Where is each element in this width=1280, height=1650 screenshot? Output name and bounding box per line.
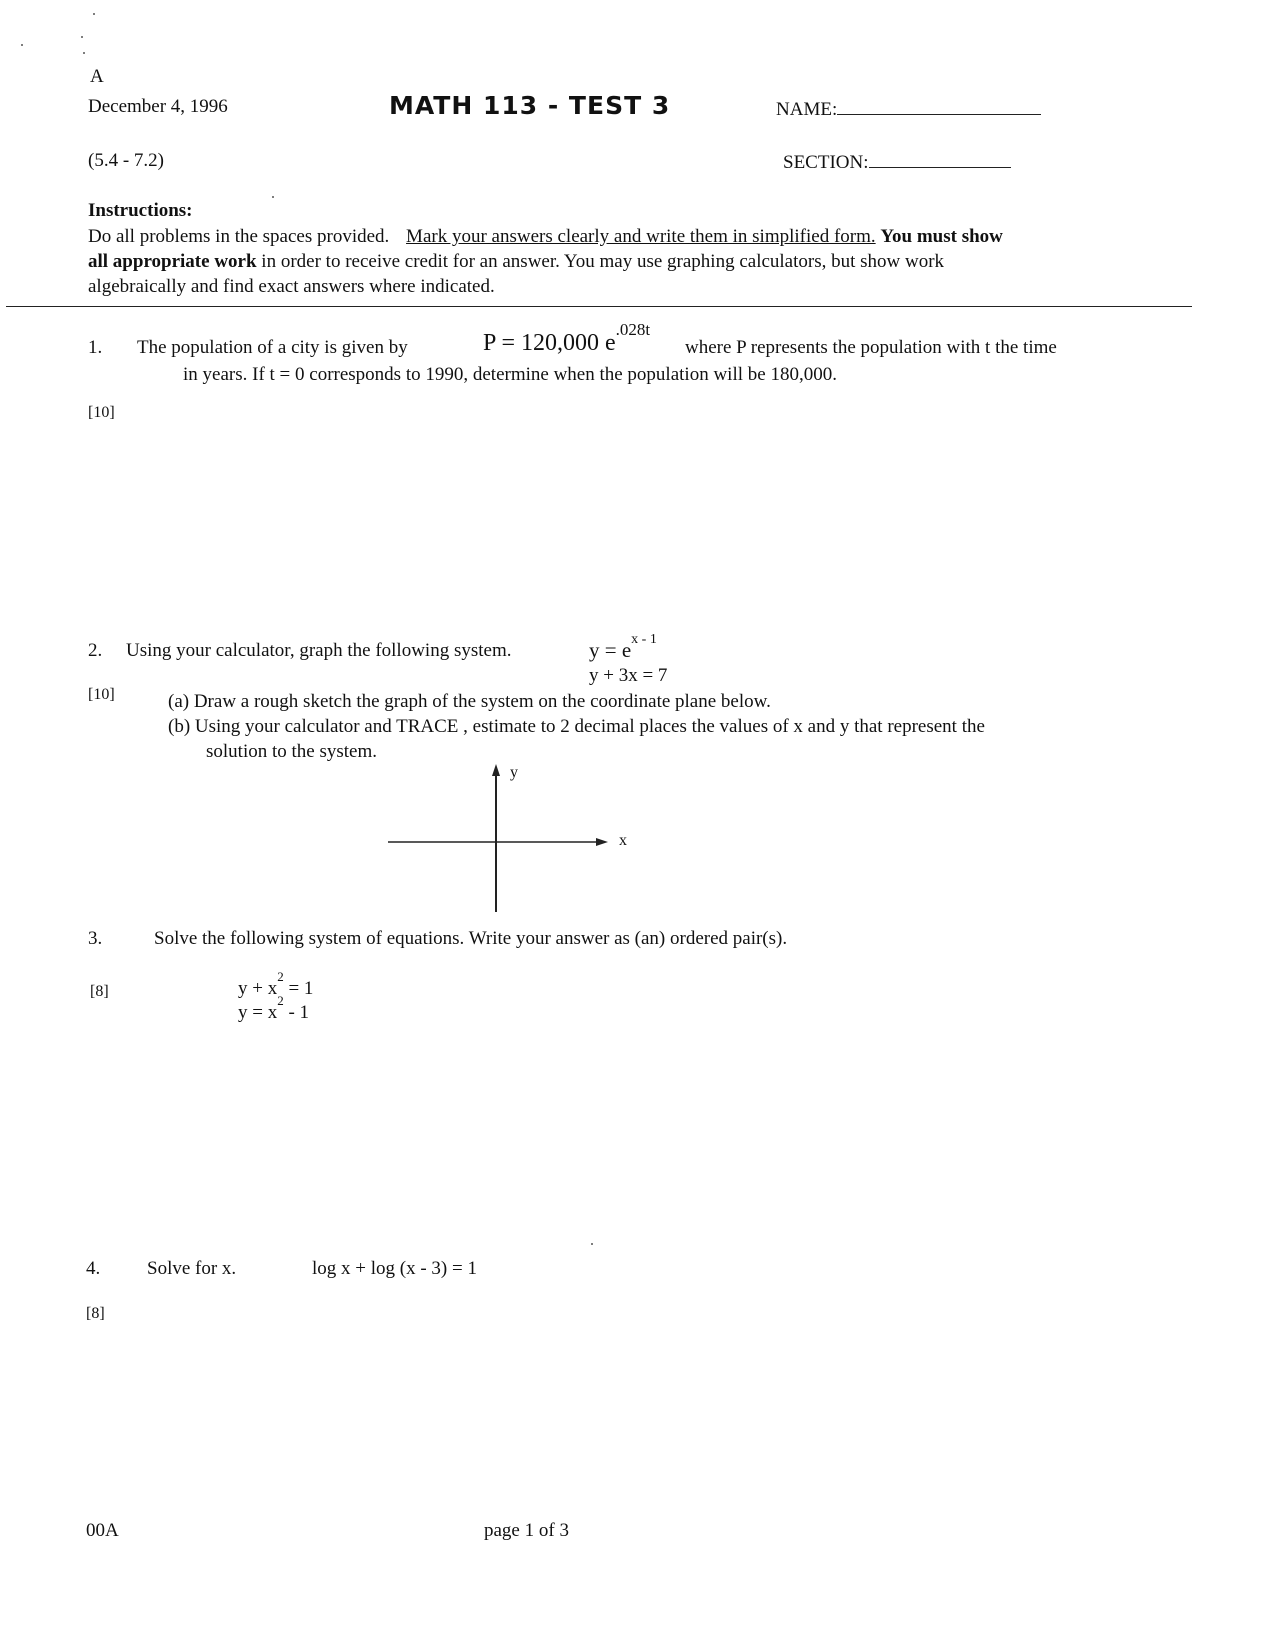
- eq1-exponent: x - 1: [631, 632, 657, 647]
- sections-covered: (5.4 - 7.2): [88, 150, 164, 171]
- scan-speck: [83, 52, 85, 54]
- instructions-line-2: [88, 251, 944, 273]
- eq-part: y = x: [238, 1002, 278, 1023]
- x-axis-arrow: [596, 838, 608, 846]
- problem-4-text: Solve for x.: [147, 1258, 237, 1279]
- eq-part: - 1: [283, 1002, 310, 1023]
- problem-1-text-c: in years. If t = 0 corresponds to 1990, determine when the population will be 180,000.: [183, 364, 837, 385]
- name-blank: [837, 96, 1041, 115]
- scan-speck: [272, 196, 274, 198]
- problem-2-part-a: (a) Draw a rough sketch the graph of the system on the coordinate plane below.: [168, 691, 771, 712]
- footer-code: 00A: [86, 1520, 119, 1541]
- problem-1-text: The population of a city is given by: [137, 337, 408, 358]
- scan-speck: [81, 36, 83, 38]
- test-date: December 4, 1996: [88, 96, 228, 117]
- header-divider: [6, 306, 1192, 307]
- problem-1-points: [10]: [88, 404, 115, 421]
- eq-power: 2: [277, 968, 284, 984]
- section-blank: [869, 149, 1011, 168]
- problem-3-eq1: [238, 968, 314, 1000]
- problem-3-eq2: [238, 992, 310, 1024]
- instructions-work: all appropriate work: [88, 251, 257, 272]
- problem-2-eq2: y + 3x = 7: [589, 665, 668, 686]
- y-axis-arrow: [492, 764, 500, 776]
- problem-3-text: Solve the following system of equations. Write your answer as (an) ordered pair(s).: [154, 928, 788, 949]
- problem-2-points: [10]: [88, 686, 115, 703]
- problem-2-part-b2: solution to the system.: [206, 741, 377, 762]
- name-field: [776, 96, 1041, 121]
- problem-4-points: [8]: [86, 1305, 105, 1322]
- instructions-must-show: You must show: [880, 226, 1003, 247]
- problem-1-text-b: where P represents the population with t the time: [685, 337, 1057, 358]
- instructions-line-3: algebraically and find exact answers where indicated.: [88, 276, 495, 297]
- eq-part: = 1: [283, 978, 314, 999]
- x-axis-label: x: [619, 832, 627, 849]
- problem-3-points: [8]: [90, 983, 109, 1000]
- formula-base: P = 120,000 e: [483, 330, 616, 356]
- page-title: MATH 113 - TEST 3: [389, 91, 671, 120]
- instructions-text: in order to receive credit for an answer. You may use graphing calculators, but show work: [261, 251, 945, 272]
- test-version: A: [90, 66, 104, 87]
- instructions-text: Do all problems in the spaces provided.: [88, 226, 390, 247]
- problem-2-number: 2.: [88, 640, 103, 661]
- page-number: page 1 of 3: [484, 1520, 569, 1541]
- eq1-base: y = e: [589, 638, 632, 662]
- problem-3-number: 3.: [88, 928, 103, 949]
- problem-1-number: 1.: [88, 337, 103, 358]
- y-axis-label: y: [510, 764, 518, 781]
- problem-4-number: 4.: [86, 1258, 101, 1279]
- section-field: [783, 149, 1011, 174]
- coordinate-plane: [380, 760, 640, 920]
- scan-speck: [591, 1243, 593, 1245]
- scan-speck: [21, 44, 23, 46]
- instructions-line-1: [88, 226, 1003, 248]
- problem-1-formula: [483, 320, 651, 357]
- eq-part: y + x: [238, 978, 278, 999]
- instructions-emphasis: Mark your answers clearly and write them in simplified form.: [406, 226, 876, 247]
- formula-exponent: .028t: [615, 320, 651, 339]
- section-label: SECTION:: [783, 152, 869, 173]
- problem-2-eq1: [589, 632, 657, 663]
- scan-speck: [93, 13, 95, 15]
- problem-2-part-b: (b) Using your calculator and TRACE , estimate to 2 decimal places the values of x and y that represent the: [168, 716, 985, 737]
- name-label: NAME:: [776, 99, 838, 120]
- problem-2-text: Using your calculator, graph the following system.: [126, 640, 512, 661]
- eq-power: 2: [277, 992, 284, 1008]
- problem-4-equation: log x + log (x - 3) = 1: [312, 1258, 477, 1279]
- instructions-heading: Instructions:: [88, 200, 193, 221]
